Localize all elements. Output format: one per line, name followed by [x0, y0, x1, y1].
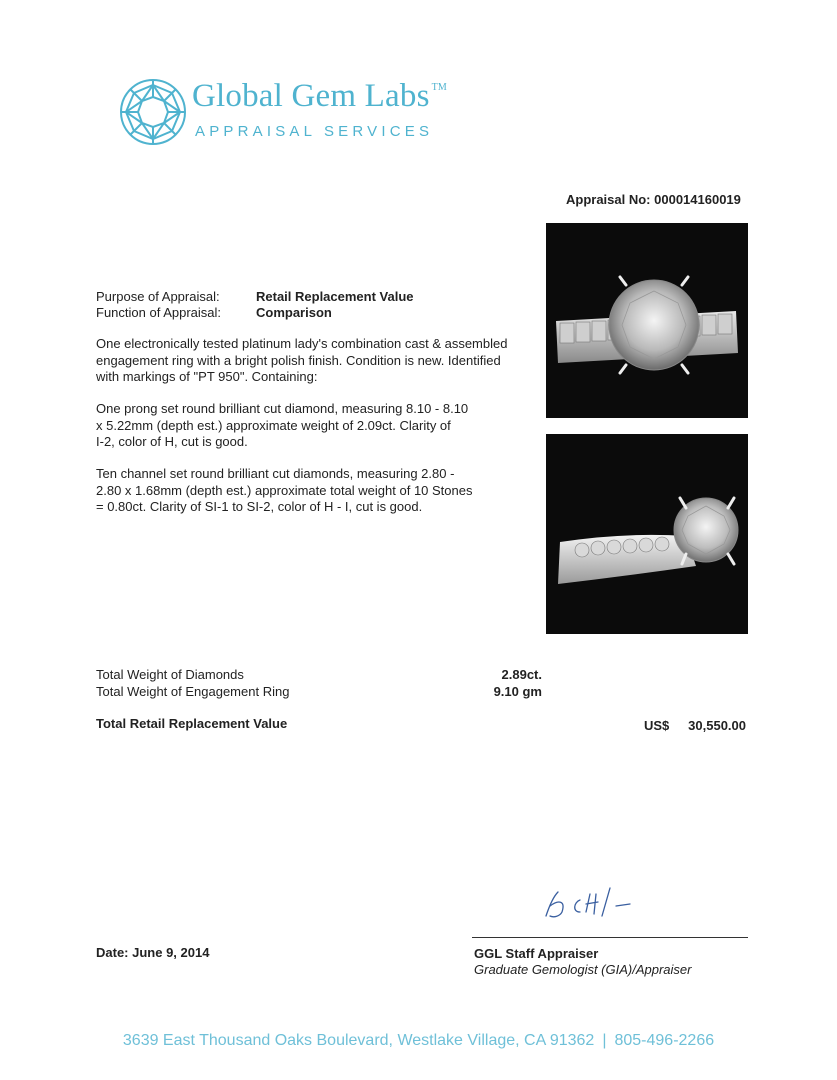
footer-address: 3639 East Thousand Oaks Boulevard, Westlake Village, CA 91362 — [122, 1032, 595, 1049]
side-stones-description — [96, 466, 536, 516]
brand-name — [192, 78, 447, 115]
ring-image-front — [546, 223, 748, 418]
appraiser-signature — [540, 882, 640, 924]
footer-separator: | — [602, 1032, 607, 1049]
purpose-value: Retail Replacement Value — [256, 289, 414, 304]
appraisal-date: Date: June 9, 2014 — [96, 945, 210, 960]
footer-contact — [0, 1032, 837, 1050]
total-ring-weight-label: Total Weight of Engagement Ring — [96, 684, 290, 699]
brand-subtitle: APPRAISAL SERVICES — [195, 123, 434, 140]
total-diamonds-value: 2.89ct. — [501, 667, 542, 682]
description-line: with markings of "PT 950". Containing: — [96, 369, 318, 384]
ring-image-side — [546, 434, 748, 634]
ring-photo-bottom — [546, 434, 748, 634]
side-stones-line: = 0.80ct. Clarity of SI-1 to SI-2, color of H - I, cut is good. — [96, 499, 423, 514]
appraiser-title: GGL Staff Appraiser — [474, 946, 599, 961]
function-value: Comparison — [256, 305, 332, 320]
currency-label: US$ — [644, 718, 670, 733]
brand-name-text: Global Gem Labs — [192, 78, 430, 114]
total-ring-weight-value: 9.10 gm — [493, 684, 542, 699]
ring-description — [96, 336, 536, 386]
diamond-logo-icon — [118, 77, 188, 147]
side-stones-line: Ten channel set round brilliant cut diamonds, measuring 2.80 - — [96, 466, 455, 481]
center-stone-line: x 5.22mm (depth est.) approximate weight of 2.09ct. Clarity of — [96, 417, 451, 433]
function-label: Function of Appraisal: — [96, 305, 222, 320]
purpose-label: Purpose of Appraisal: — [96, 289, 220, 304]
description-line: engagement ring with a bright polish finish. Condition is new. Identified — [96, 352, 501, 368]
signature-line — [472, 937, 748, 938]
ring-photo-top — [546, 223, 748, 418]
total-diamonds-label: Total Weight of Diamonds — [96, 667, 244, 682]
total-retail-value-label: Total Retail Replacement Value — [96, 716, 288, 731]
center-stone-line: One prong set round brilliant cut diamond, measuring 8.10 - 8.10 — [96, 401, 469, 416]
appraisal-number: Appraisal No: 000014160019 — [566, 192, 741, 207]
appraiser-credential: Graduate Gemologist (GIA)/Appraiser — [474, 962, 692, 977]
description-line: One electronically tested platinum lady's combination cast & assembled — [96, 336, 508, 351]
center-stone-description — [96, 401, 536, 451]
total-retail-value: 30,550.00 — [688, 718, 746, 733]
brand-trademark: TM — [431, 82, 448, 93]
side-stones-line: 2.80 x 1.68mm (depth est.) approximate total weight of 10 Stones — [96, 482, 473, 498]
center-stone-line: I-2, color of H, cut is good. — [96, 434, 248, 449]
footer-phone: 805-496-2266 — [614, 1032, 715, 1049]
